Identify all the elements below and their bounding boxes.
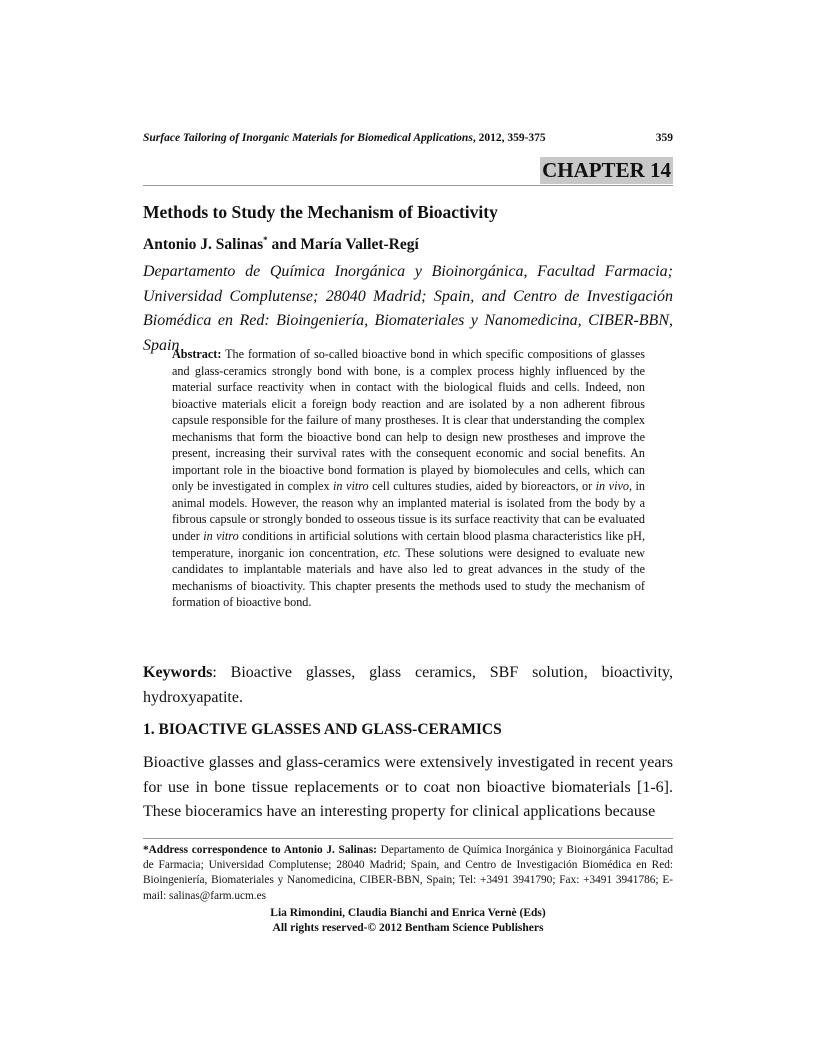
abstract-italic: etc. [383,545,401,560]
keywords-text: : Bioactive glasses, glass ceramics, SBF solution, bioactivity, hydroxyapatite. [143,664,673,706]
abstract-text: The formation of so-called bioactive bond in which specific compositions of glasses and glass-ceramics strongly bond with bone, is a complex process highly influenced by the material surface reactivity when in contact with the biological fluids and cells. Indeed, non bioactive materials elicit a foreign body reaction and are isolated by a non adherent fibrous capsule responsible for the failure of many prostheses. It is clear that understanding the complex mechanisms that form the bioactive bond can help to design new prostheses and improve the present, increasing their survival rates with the consequent economic and social benefits. An important role in the bioactive bond formation is played by biomolecules and cells, which can only be investigated in complex [172,347,645,494]
footnote [143,843,673,904]
author-2: and María Vallet-Regí [267,236,419,254]
affiliation: Departamento de Química Inorgánica y Bioinorgánica, Facultad Farmacia; Universidad Complutense; 28040 Madrid; Spain, and Centro de Investigación Biomédica en Red: Bioingeniería, Biomateriales y Nanomedicina, CIBER-BBN, Spain [143,263,673,354]
abstract-text: , in animal models. However, the reason why an implanted material is isolated from the body by a fibrous capsule or strongly bonded to osseous tissue is its surface reactivity that can be evaluated under [172,479,646,544]
footnote-divider [143,838,673,839]
abstract-text: conditions in artificial solutions with certain blood plasma characteristics like pH, temperature, inorganic ion concentration, [172,529,646,560]
keywords-label: Keywords [143,664,213,681]
book-year-pages: , 2012, 359-375 [472,132,546,144]
abstract-italic: in vitro [203,529,239,544]
abstract-text: These solutions were designed to evaluate new candidates to implantable materials and have also led to great advances in the study of the mechanisms of bioactivity. This chapter presents the methods used to study the mechanism of formation of bioactive bond. [172,545,645,610]
header-divider [143,185,673,186]
chapter-label: CHAPTER 14 [542,158,671,182]
corresponding-mark: * [263,235,268,245]
abstract-italic: in vivo [595,479,629,494]
running-head [143,132,673,144]
chapter-title: Methods to Study the Mechanism of Bioactivity [143,202,498,222]
body-paragraph: Bioactive glasses and glass-ceramics were extensively investigated in recent years for use in bone tissue replacements or to coat non bioactive biomaterials [1-6]. These bioceramics have an interesting property for clinical applications because [143,754,673,820]
footnote-text: Departamento de Química Inorgánica y Bioinorgánica Facultad de Farmacia; Universidad Complutense; 28040 Madrid; Spain, and Centro de Investigación Biomédica en Red: Bioingeniería, Biomateriales y Nanomedicina, CIBER-BBN, Spain; Tel: +3491 3941790; Fax: +3491 3941786; E-mail: salinas@farm.ucm.es [143,844,673,902]
publisher-info [143,906,673,936]
page-number: 359 [655,132,673,144]
abstract [172,346,645,611]
abstract-label: Abstract: [172,347,222,361]
section-heading: 1. BIOACTIVE GLASSES AND GLASS-CERAMICS [143,721,502,738]
book-title: Surface Tailoring of Inorganic Materials for Biomedical Applications [143,132,473,144]
abstract-italic: in vitro [333,479,369,494]
abstract-text: cell cultures studies, aided by bioreactors, or [368,479,596,494]
keywords [143,661,673,710]
authors [143,235,419,254]
footnote-label: *Address correspondence to Antonio J. Salinas: [143,844,377,856]
editors: Lia Rimondini, Claudia Bianchi and Enrica Vernè (Eds) [270,907,546,919]
copyright: All rights reserved-© 2012 Bentham Science Publishers [272,922,544,934]
author-1: Antonio J. Salinas [143,236,264,254]
